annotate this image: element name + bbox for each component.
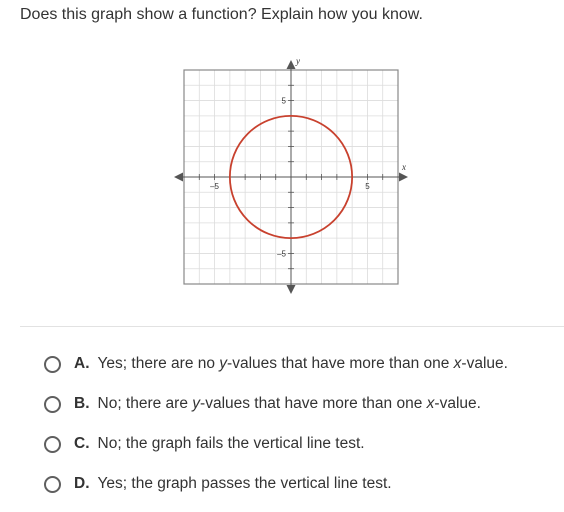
choice-b-letter: B. — [74, 395, 90, 412]
y-axis-down-arrow-icon — [287, 285, 296, 294]
choice-a-text: Yes; there are no y-values that have more than one x-value. — [97, 355, 508, 372]
choice-b-text: No; there are y-values that have more than one x-value. — [97, 395, 481, 412]
choice-d[interactable] — [44, 472, 508, 496]
x-axis-right-arrow-icon — [399, 173, 408, 182]
radio-d-icon[interactable] — [44, 476, 61, 493]
choice-d-text: Yes; the graph passes the vertical line test. — [97, 475, 392, 492]
choice-b[interactable] — [44, 392, 508, 416]
radio-c-icon[interactable] — [44, 436, 61, 453]
radio-b-icon[interactable] — [44, 396, 61, 413]
answer-choices — [44, 352, 508, 512]
radio-a-icon[interactable] — [44, 356, 61, 373]
y-axis-up-arrow-icon — [287, 60, 296, 69]
graph-svg — [170, 55, 415, 300]
tick-label-x-neg: –5 — [210, 182, 220, 191]
question-text: Does this graph show a function? Explain how you know. — [20, 6, 423, 23]
divider — [20, 326, 564, 327]
choice-c-text: No; the graph fails the vertical line test. — [97, 435, 365, 452]
coordinate-graph — [170, 55, 415, 300]
choice-c[interactable] — [44, 432, 508, 456]
choice-a-letter: A. — [74, 355, 90, 372]
x-axis-left-arrow-icon — [174, 173, 183, 182]
choice-a[interactable] — [44, 352, 508, 376]
x-axis-label: x — [402, 162, 406, 172]
choice-c-letter: C. — [74, 435, 90, 452]
choice-d-letter: D. — [74, 475, 90, 492]
tick-label-y-neg: –5 — [277, 249, 286, 259]
tick-label-x-pos: 5 — [365, 182, 370, 191]
tick-label-y-pos: 5 — [281, 96, 286, 106]
y-axis-label: y — [296, 56, 300, 66]
